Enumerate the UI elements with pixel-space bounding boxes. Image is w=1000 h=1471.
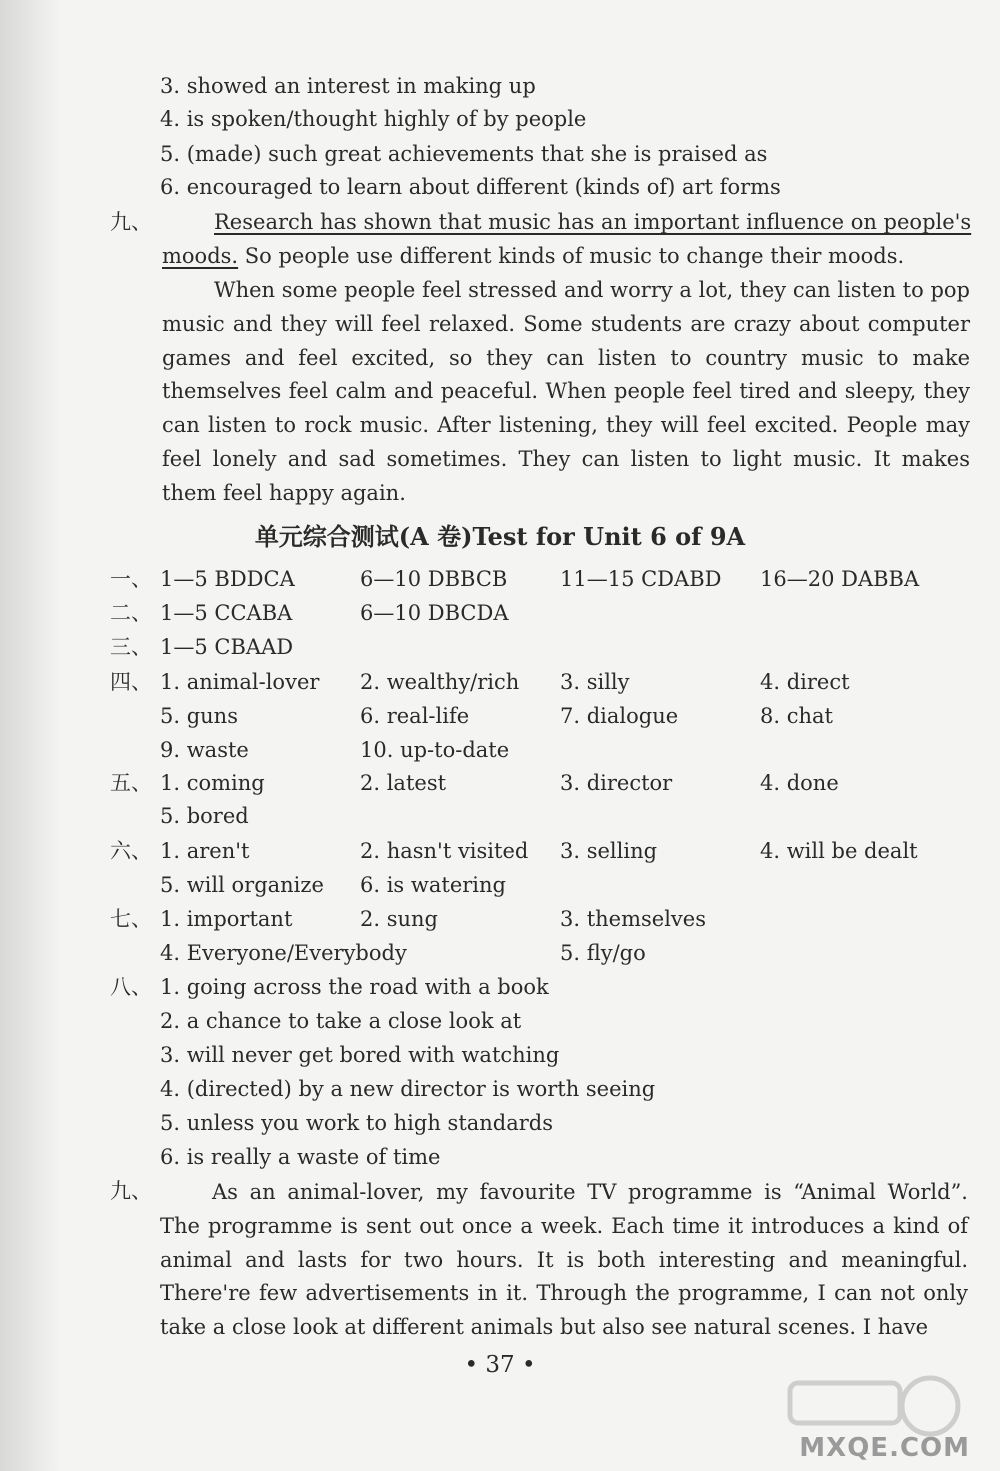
answer-item: 4. will be dealt [760,839,918,863]
underlined-word: moods. [162,244,239,268]
answer-item: 8. chat [760,704,833,728]
list-item: 1. going across the road with a book [160,975,549,999]
answer-item: 1. aren't [160,839,250,863]
answer-item: 6. is watering [360,873,506,897]
page-edge-shadow [0,0,60,1471]
answer-item: 11—15 CDABD [560,567,722,591]
list-item: 5. unless you work to high standards [160,1111,554,1135]
answer-item: 3. themselves [560,907,707,931]
list-item: 3. showed an interest in making up [160,74,536,98]
list-item: 5. (made) such great achievements that she is praised as [160,142,768,166]
list-item: 4. (directed) by a new director is worth seeing [160,1077,656,1101]
answer-item: 5. guns [160,704,238,728]
answer-item: 10. up-to-date [360,738,510,762]
essay-paragraph: When some people feel stressed and worry a lot, they can listen to pop music and they will feel relaxed. Some students are crazy about computer games and feel excited, so they can listen to country music to make themselves feel calm and peaceful. When people feel tired and sleepy, they can listen to rock music. After listening, they will feel excited. People may feel lonely and sad sometimes. They can listen to light music. It makes them feel happy again. [162,278,970,505]
answer-item: 1—5 CBAAD [160,635,294,659]
section-marker: 九、 [110,210,152,234]
list-item: 6. encouraged to learn about different (kinds of) art forms [160,175,781,199]
section-marker: 六、 [110,839,152,863]
section-marker: 二、 [110,601,152,625]
answer-item: 5. will organize [160,873,324,897]
answer-item: 6—10 DBBCB [360,567,508,591]
essay-line [162,241,904,271]
answer-item: 2. hasn't visited [360,839,529,863]
answer-item: 6—10 DBCDA [360,601,509,625]
list-item: 6. is really a waste of time [160,1145,441,1169]
section-marker: 一、 [110,567,152,591]
section-marker: 五、 [110,771,152,795]
list-item: 3. will never get bored with watching [160,1043,560,1067]
essay-paragraph: As an animal-lover, my favourite TV programme is “Animal World”. The programme is sent out once a week. Each time it introduces a kind of animal and lasts for two hours. It is both interesting and meaningful. There're few advertisements in it. Through the programme, I can not only take a close look at different animals but also see natural scenes. I have [160,1180,968,1340]
answer-item: 2. latest [360,771,447,795]
answer-item: 1—5 BDDCA [160,567,295,591]
list-item: 4. is spoken/thought highly of by people [160,107,587,131]
list-item: 2. a chance to take a close look at [160,1009,522,1033]
section-marker: 八、 [110,975,152,999]
page-number: • 37 • [464,1352,536,1378]
section-marker: 九、 [110,1179,152,1203]
answer-item: 3. director [560,771,673,795]
answer-item: 4. done [760,771,839,795]
answer-item: 16—20 DABBA [760,567,920,591]
answer-item: 5. fly/go [560,941,646,965]
section-marker: 七、 [110,907,152,931]
section-marker: 四、 [110,670,152,694]
answer-item: 4. Everyone/Everybody [160,941,407,965]
section-title: 单元综合测试(A 卷)Test for Unit 6 of 9A [254,522,746,551]
answer-item: 5. bored [160,804,249,828]
answer-item: 1—5 CCABA [160,601,293,625]
answer-item: 9. waste [160,738,249,762]
answer-item: 3. selling [560,839,658,863]
answer-item: 3. silly [560,670,630,694]
watermark-text: MXQE.COM [799,1433,970,1463]
underlined-sentence: Research has shown that music has an important influence on people's [214,210,972,234]
answer-item: 4. direct [760,670,850,694]
answer-item: 1. animal-lover [160,670,320,694]
answer-item: 2. wealthy/rich [360,670,520,694]
answer-item: 1. important [160,907,293,931]
answer-item: 2. sung [360,907,438,931]
section-marker: 三、 [110,635,152,659]
answer-item: 1. coming [160,771,265,795]
answer-item: 7. dialogue [560,704,679,728]
answer-item: 6. real-life [360,704,470,728]
essay-line-rest: So people use different kinds of music to change their moods. [238,244,905,268]
